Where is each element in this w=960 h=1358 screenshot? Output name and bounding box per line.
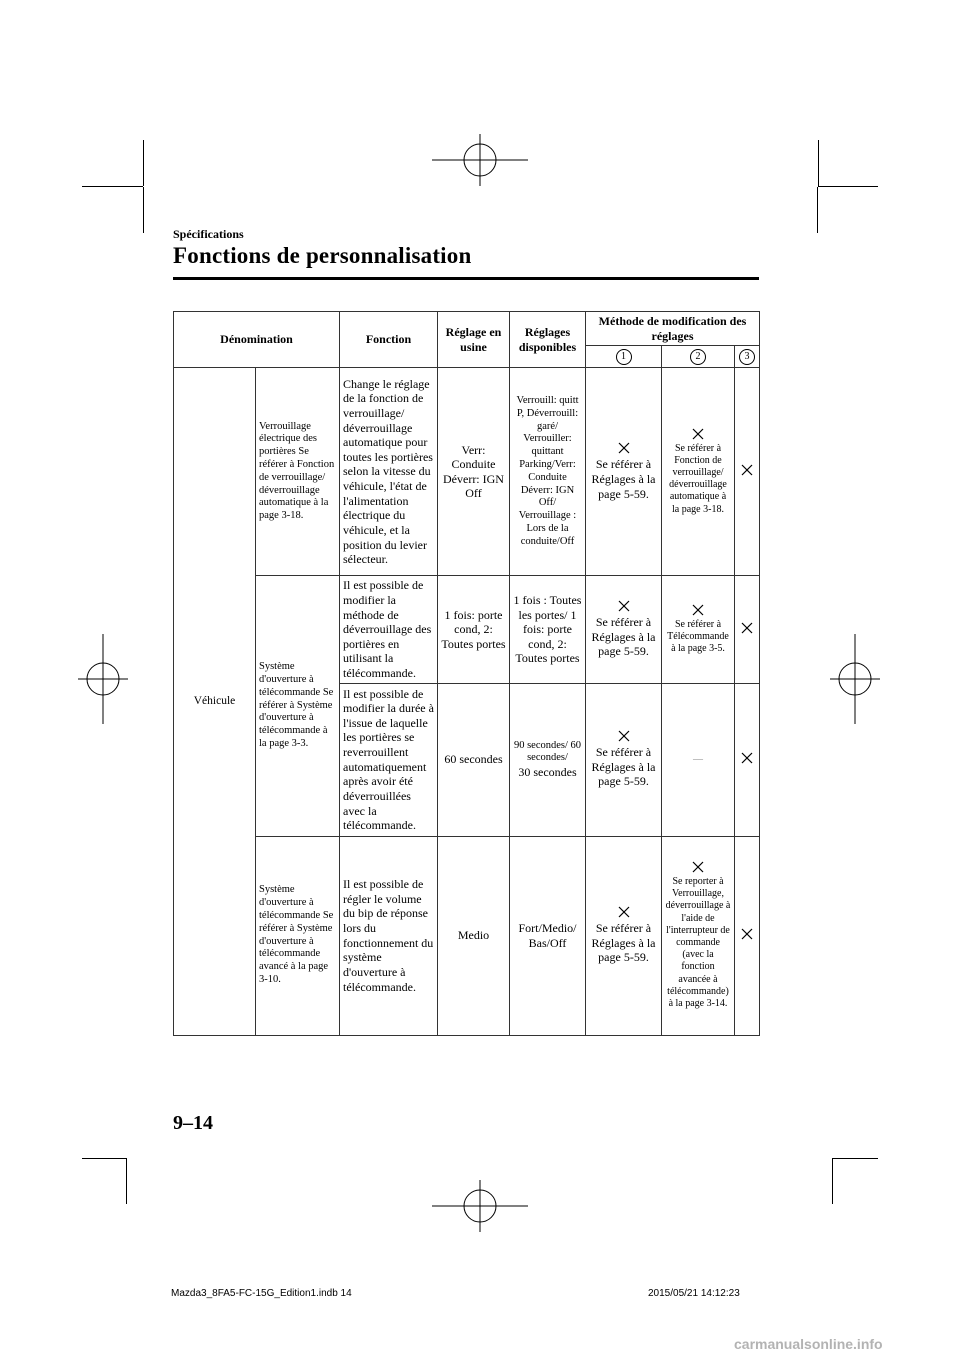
available-small-text: 90 secondes/ 60 secondes/ (513, 739, 582, 764)
method-3-cell (735, 683, 760, 836)
table-header-row (174, 312, 760, 346)
x-mark-icon (741, 464, 753, 476)
method-1-text: Se référer à Réglages à la page 5-59. (591, 745, 656, 789)
method-2-text: Se référer à Fonction de verrouillage/ déverrouillage automatique à la page 3-18. (669, 442, 727, 515)
footer-timestamp: 2015/05/21 14:12:23 (648, 1288, 740, 1299)
method-1-cell (586, 683, 662, 836)
table-row (174, 836, 760, 1035)
available-cell (510, 683, 586, 836)
x-mark-icon (692, 428, 704, 440)
title-rule (173, 277, 759, 280)
x-mark-icon (741, 622, 753, 634)
method-1-text: Se référer à Réglages à la page 5-59. (591, 457, 656, 501)
available-cell: 1 fois : Toutes les portes/ 1 fois: porte cond, 2: Toutes portes (510, 576, 586, 683)
method-3-cell (735, 368, 760, 576)
header-factory: Réglage en usine (438, 312, 510, 368)
x-mark-icon (692, 604, 704, 616)
available-cell: Fort/Medio/ Bas/Off (510, 836, 586, 1035)
function-cell: Change le réglage de la fonction de verrouillage/ déverrouillage automatique pour toutes les portières selon la vitesse du véhicule, l'état de l'alimentation électrique du véhicule, et la position du levier sélecteur. (340, 368, 438, 576)
method-3-cell (735, 576, 760, 683)
x-mark-icon (741, 752, 753, 764)
category-cell: Véhicule (174, 368, 256, 1035)
subcategory-cell: Verrouillage électrique des portières Se référer à Fonction de verrouillage/ déverrouillage automatique à la page 3-18. (256, 368, 340, 576)
method-3-label: 3 (739, 349, 755, 365)
table-row (174, 368, 760, 576)
available-main-text: 30 secondes (518, 765, 577, 780)
method-1-text: Se référer à Réglages à la page 5-59. (591, 615, 656, 659)
registration-target-left (78, 634, 128, 724)
method-2-cell (662, 368, 735, 576)
method-2-cell (662, 576, 735, 683)
x-mark-icon (618, 906, 630, 918)
method-1-text: Se référer à Réglages à la page 5-59. (591, 921, 656, 965)
method-1-label: 1 (616, 349, 632, 365)
function-cell: Il est possible de régler le volume du bip de réponse lors du fonctionnement du système d'ouverture à télécommande. (340, 836, 438, 1035)
method-2-text: Se référer à Télécommande à la page 3-5. (667, 618, 729, 655)
page-title: Fonctions de personnalisation (173, 243, 472, 268)
factory-cell: Verr: Conduite Déverr: IGN Off (438, 368, 510, 576)
header-available: Réglages disponibles (510, 312, 586, 368)
x-mark-icon (618, 600, 630, 612)
method-1-cell (586, 368, 662, 576)
method-1-cell (586, 836, 662, 1035)
registration-target-right (830, 634, 880, 724)
available-cell: Verrouill: quitt P, Déverrouill: garé/ Verrouiller: quittant Parking/Verr: Conduite Déverr: IGN Off/ Verrouillage : Lors de la conduite/Off (510, 368, 586, 576)
factory-cell: Medio (438, 836, 510, 1035)
registration-target-top (432, 134, 528, 186)
method-2-cell (662, 836, 735, 1035)
header-name: Dénomination (174, 312, 340, 368)
factory-cell: 1 fois: porte cond, 2: Toutes portes (438, 576, 510, 683)
registration-target-bottom (432, 1180, 528, 1232)
method-2-text: Se reporter à Verrouillage, déverrouillage à l'aide de l'interrupteur de commande (avec la fonction avancée à télécommande) à la page 3-14. (665, 876, 731, 1009)
factory-cell: 60 secondes (438, 683, 510, 836)
method-2-cell: — (662, 683, 735, 836)
header-method: Méthode de modification des réglages (586, 312, 760, 346)
x-mark-icon (618, 730, 630, 742)
subcategory-cell: Système d'ouverture à télécommande Se référer à Système d'ouverture à télécommande avancé à la page 3-10. (256, 836, 340, 1035)
subcategory-cell: Système d'ouverture à télécommande Se référer à Système d'ouverture à télécommande à la page 3-3. (256, 576, 340, 836)
x-mark-icon (692, 861, 704, 873)
table-row (174, 576, 760, 683)
function-cell: Il est possible de modifier la durée à l'issue de laquelle les portières se reverrouillent automatiquement après avoir été déverrouillées avec la télécommande. (340, 683, 438, 836)
section-label: Spécifications (173, 227, 244, 241)
function-cell: Il est possible de modifier la méthode de déverrouillage des portières en utilisant la télécommande. (340, 576, 438, 683)
method-1-cell (586, 576, 662, 683)
page-number: 9–14 (173, 1112, 213, 1134)
x-mark-icon (741, 928, 753, 940)
method-3-cell (735, 836, 760, 1035)
header-function: Fonction (340, 312, 438, 368)
watermark: carmanualsonline.info (734, 1336, 883, 1352)
x-mark-icon (618, 442, 630, 454)
customization-table (173, 311, 760, 1036)
method-2-label: 2 (690, 349, 706, 365)
footer-file-label: Mazda3_8FA5-FC-15G_Edition1.indb 14 (171, 1288, 352, 1299)
